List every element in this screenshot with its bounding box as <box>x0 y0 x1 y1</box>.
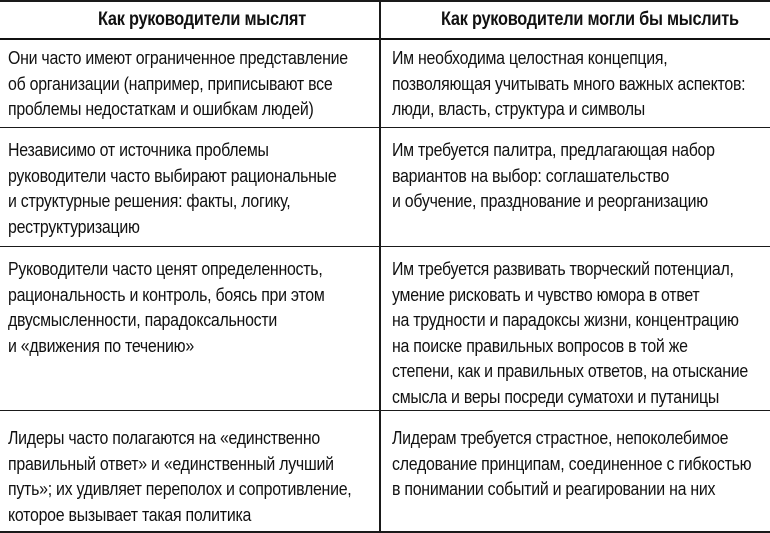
row-1-left <box>8 45 348 122</box>
cell-line: Лидеры часто полагаются на «единственно <box>8 427 320 448</box>
row-1-right <box>392 45 745 122</box>
cell-line: путь»; их удивляет переполох и сопротивление, <box>8 478 352 499</box>
cell-line: умение рисковать и чувство юмора в ответ <box>392 283 700 305</box>
cell-line: двусмысленности, парадоксальности <box>8 309 278 330</box>
cell-line: в понимании событий и реагировании на них <box>392 478 716 499</box>
header-left: Как руководители мыслят <box>98 9 306 30</box>
row-4-left <box>8 425 351 527</box>
row-3-left <box>8 256 325 358</box>
cell-line: Они часто имеют ограниченное представление <box>8 47 348 68</box>
cell-line: и структурные решения: факты, логику, <box>8 190 291 211</box>
cell-line: Им требуется развивать творческий потенциал, <box>392 258 734 279</box>
table-row <box>0 411 770 533</box>
table-header-row <box>0 0 770 40</box>
table-row <box>0 247 770 411</box>
cell-line: Руководители часто ценят определенность, <box>8 258 323 279</box>
cell-line: Независимо от источника проблемы <box>8 139 269 160</box>
cell-line: вариантов на выбор: соглашательство <box>392 164 670 186</box>
table-row <box>0 128 770 247</box>
cell-line: рациональность и контроль, боясь при этом <box>8 283 325 305</box>
cell-line: на трудности и парадоксы жизни, концентрацию <box>392 309 739 330</box>
cell-line: и обучение, празднование и реорганизацию <box>392 190 708 211</box>
cell-line: смысла и веры посреди суматохи и путаницы <box>392 385 720 407</box>
cell-line: Лидерам требуется страстное, непоколебимое <box>392 427 729 448</box>
cell-line: люди, власть, структура и символы <box>392 98 645 119</box>
cell-line: Им необходима целостная концепция, <box>392 47 668 68</box>
cell-line: степени, как и правильных ответов, на отыскание <box>392 360 748 381</box>
column-divider <box>379 0 381 533</box>
row-2-right <box>392 137 715 214</box>
cell-line: и «движения по течению» <box>8 334 194 356</box>
cell-line: проблемы недостаткам и ошибкам людей) <box>8 98 314 119</box>
cell-line: которое вызывает такая политика <box>8 503 252 525</box>
cell-line: руководители часто выбирают рациональные <box>8 164 337 186</box>
row-4-right <box>392 425 751 502</box>
cell-line: реструктуризацию <box>8 215 140 237</box>
cell-line: правильный ответ» и «единственный лучший <box>8 452 334 474</box>
row-3-right <box>392 256 748 409</box>
cell-line: об организации (например, приписывают все <box>8 72 333 94</box>
cell-line: Им требуется палитра, предлагающая набор <box>392 139 715 160</box>
cell-line: позволяющая учитывать много важных аспектов: <box>392 72 746 94</box>
table-row <box>0 40 770 128</box>
cell-line: следование принципам, соединенное с гибкостью <box>392 452 752 474</box>
row-2-left <box>8 137 336 239</box>
header-right: Как руководители могли бы мыслить <box>441 9 739 30</box>
cell-line: на поиске правильных вопросов в той же <box>392 334 688 356</box>
